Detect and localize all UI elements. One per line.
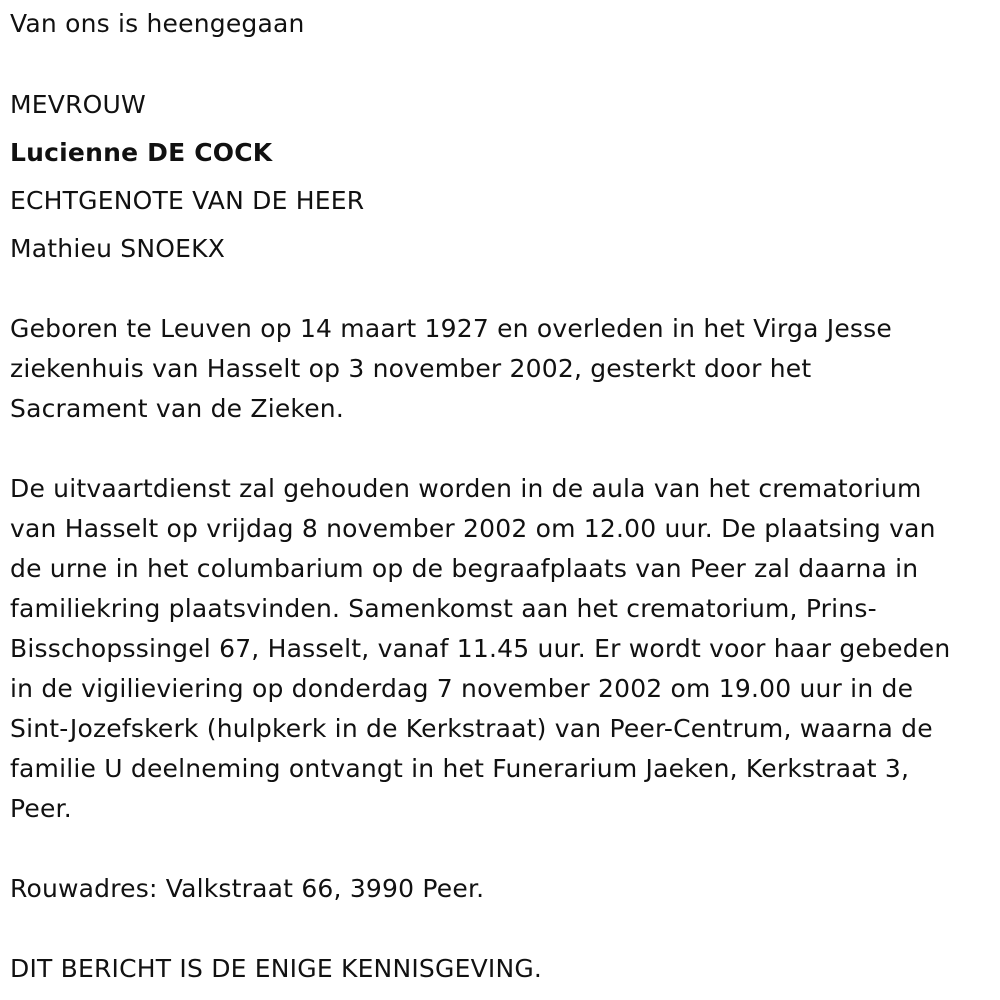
birth-death-line: Sacrament van de Zieken.: [10, 394, 344, 423]
closing-statement: DIT BERICHT IS DE ENIGE KENNISGEVING.: [10, 954, 543, 983]
service-line: familiekring plaatsvinden. Samenkomst aan het crematorium, Prins-: [10, 594, 877, 623]
service-line: De uitvaartdienst zal gehouden worden in de aula van het crematorium: [10, 474, 922, 503]
title-prefix: MEVROUW: [10, 90, 146, 119]
birth-death-line: Geboren te Leuven op 14 maart 1927 en overleden in het Virga Jesse: [10, 314, 892, 343]
service-line: Peer.: [10, 794, 72, 823]
mourning-address: Rouwadres: Valkstraat 66, 3990 Peer.: [10, 874, 485, 903]
birth-death-line: ziekenhuis van Hasselt op 3 november 2002, gesterkt door het: [10, 354, 812, 383]
spouse-prefix: ECHTGENOTE VAN DE HEER: [10, 186, 365, 215]
service-line: Bisschopssingel 67, Hasselt, vanaf 11.45 uur. Er wordt voor haar gebeden: [10, 634, 951, 663]
service-line: de urne in het columbarium op de begraafplaats van Peer zal daarna in: [10, 554, 919, 583]
intro-text: Van ons is heengegaan: [10, 9, 305, 38]
spouse-name: Mathieu SNOEKX: [10, 234, 226, 263]
deceased-name: Lucienne DE COCK: [10, 138, 273, 167]
service-line: familie U deelneming ontvangt in het Funerarium Jaeken, Kerkstraat 3,: [10, 754, 910, 783]
service-line: in de vigilieviering op donderdag 7 november 2002 om 19.00 uur in de: [10, 674, 914, 703]
service-line: van Hasselt op vrijdag 8 november 2002 om 12.00 uur. De plaatsing van: [10, 514, 936, 543]
service-line: Sint-Jozefskerk (hulpkerk in de Kerkstraat) van Peer-Centrum, waarna de: [10, 714, 933, 743]
